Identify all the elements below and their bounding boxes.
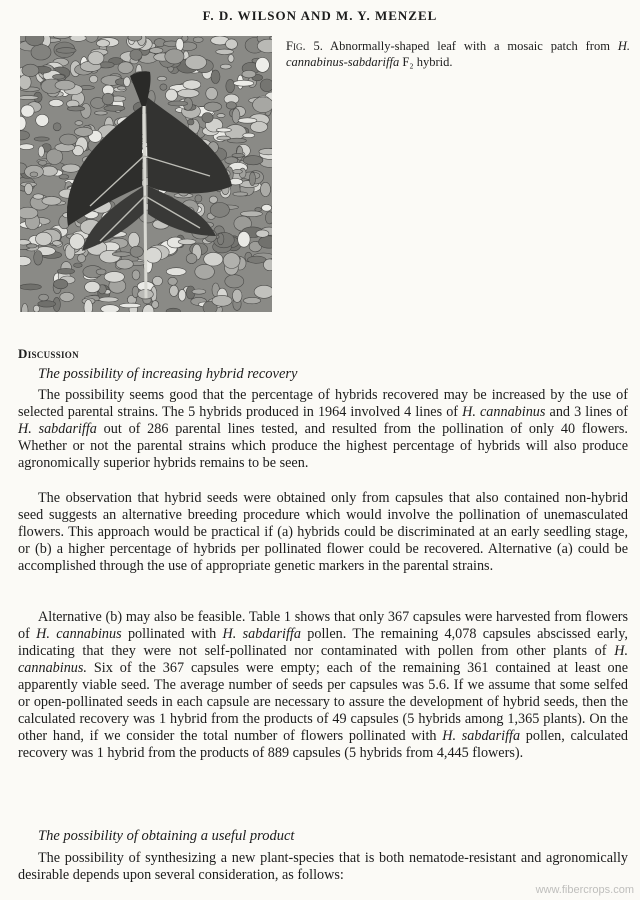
subheading-hybrid-recovery: The possibility of increasing hybrid recovery bbox=[38, 366, 298, 382]
p3-species-b: H. sabdariffa bbox=[222, 626, 301, 642]
p3-text-b: pollinated with bbox=[121, 626, 223, 642]
paragraph-3 bbox=[18, 609, 628, 762]
figure-caption bbox=[286, 38, 630, 70]
p1-species-b: H. sabdariffa bbox=[18, 421, 97, 437]
p1-species-a: H. cannabinus bbox=[462, 404, 546, 420]
caption-species: H. cannabinus-sabdariffa bbox=[286, 39, 630, 69]
caption-text: Abnormally-shaped leaf with a mosaic patch from bbox=[330, 39, 610, 53]
caption-text-end: F₂ hybrid. bbox=[402, 55, 453, 69]
p1-text-a: The possibility seems good that the percentage of hybrids recovered may be increased by the use of selected parental strains. The 5 hybrids produced in 1964 involved 4 lines of bbox=[18, 387, 628, 420]
p1-text-b: and 3 lines of bbox=[545, 404, 628, 420]
subheading-useful-product: The possibility of obtaining a useful product bbox=[38, 828, 295, 844]
paragraph-2: The observation that hybrid seeds were obtained only from capsules that also contained non-hybrid seed suggests an alternative breeding procedure which would involve the pollination of unemasculated flowers. This approach would be practical if (a) hybrids could be discriminated at an early seedling stage, or (b) a higher percentage of hybrids per pollinated flower could be recovered. Alternative (a) could be accomplished through the use of appropriate genetic markers in the parental strains. bbox=[18, 490, 628, 574]
p3-text-c: pollen. The remaining 4,078 capsules abscissed early, indicating that they were not self-pollinated nor contaminated with pollen from other plants of bbox=[18, 626, 628, 659]
section-title: Discussion bbox=[18, 346, 79, 361]
p3-text-d: Six of the 367 capsules were empty; each of the remaining 361 contained at least one apparently viable seed. The average number of seeds per capsules was 5.6. If we assume that some selfed or open-pollinated seeds in each capsule are necessary to assure the development of hybrid seeds, then the calculated recovery was 1 hybrid from the products of 49 capsules (5 hybrids among 1,365 plants). On the other hand, if we consider the total number of flowers pollinated with bbox=[18, 660, 628, 744]
paragraph-1 bbox=[18, 387, 628, 472]
running-header: F. D. WILSON AND M. Y. MENZEL bbox=[202, 8, 438, 23]
figure-leaf-photo bbox=[20, 36, 272, 312]
p3-species-a: H. cannabinus bbox=[36, 626, 122, 642]
leaf-on-gravel-image bbox=[20, 36, 272, 312]
p3-text-a: Alternative (b) may also be feasible. Table 1 shows that only 367 capsules were harvested from flowers of bbox=[18, 609, 628, 642]
p3-text-e: pollen, calculated recovery was 1 hybrid from the products of 889 capsules (5 hybrids from 4,445 flowers). bbox=[18, 728, 628, 761]
p1-text-c: out of 286 parental lines tested, and resulted from the pollination of only 40 flowers. Whether or not the parental strains which produce the highest percentage of hybrids will also produce agronomically superior hybrids remains to be seen. bbox=[18, 421, 628, 471]
caption-label: Fig. 5. bbox=[286, 39, 323, 53]
p3-species-d: H. sabdariffa bbox=[442, 728, 521, 744]
p3-species-c: H. cannabinus. bbox=[18, 643, 628, 676]
paragraph-4: The possibility of synthesizing a new plant-species that is both nematode-resistant and agronomically desirable depends upon several consideration, as follows: bbox=[18, 850, 628, 883]
watermark: www.fibercrops.com bbox=[535, 884, 634, 896]
